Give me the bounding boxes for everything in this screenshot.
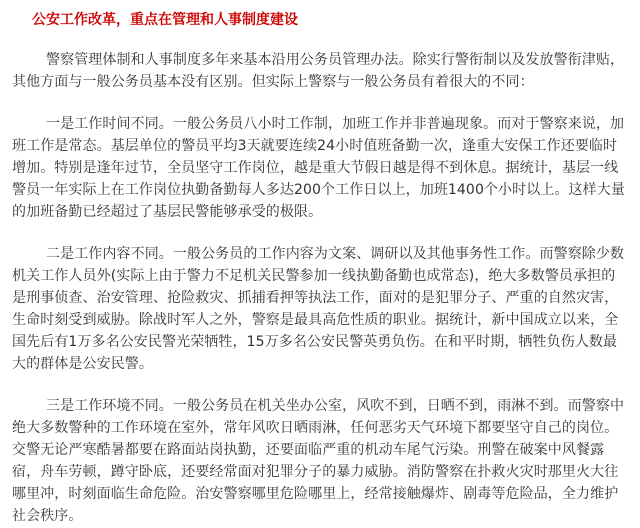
- article-title: 公安工作改革，重点在管理和人事制度建设: [32, 12, 298, 28]
- paragraph-working-hours: 一是工作时间不同。一般公务员八小时工作制，加班工作并非普遍现象。而对于警察来说，加班工作是常态。基层单位的警员平均3天就要连续24小时值班备勤一次，逢重大安保工作还要临时增加。特别是逢年过节，全员坚守工作岗位，越是重大节假日越是得不到休息。据统计，基层一线警员一年实际上在工作岗位执勤备勤每人多达200个工作日以上，加班1400个小时以上。这样大量的加班备勤已经超过了基层民警能够承受的极限。: [12, 116, 625, 220]
- paragraph-work-content: 二是工作内容不同。一般公务员的工作内容为文案、调研以及其他事务性工作。而警察除少数机关工作人员外(实际上由于警力不足机关民警参加一线执勤备勤也成常态)，绝大多数警员承担的是刑事侦查、治安管理、抢险救灾、抓捕看押等执法工作，面对的是犯罪分子、严重的自然灾害，生命时刻受到威胁。除战时军人之外，警察是最具高危性质的职业。据统计，新中国成立以来，全国先后有1万多名公安民警光荣牺牲，15万多名公安民警英勇负伤。在和平时期，牺牲负伤人数最大的群体是公安民警。: [12, 246, 625, 372]
- paragraph-intro: 警察管理体制和人事制度多年来基本沿用公务员管理办法。除实行警衔制以及发放警衔津贴，其他方面与一般公务员基本没有区别。但实际上警察与一般公务员有着很大的不同：: [12, 52, 625, 90]
- paragraph-work-environment: 三是工作环境不同。一般公务员在机关坐办公室，风吹不到，日晒不到，雨淋不到。而警察中绝大多数警种的工作环境在室外，常年风吹日晒雨淋，任何恶劣天气环境下都要坚守自己的岗位。交警无论严寒酷暑都要在路面站岗执勤，还要面临严重的机动车尾气污染。刑警在破案中风餐露宿，舟车劳顿，蹲守卧底，还要经常面对犯罪分子的暴力威胁。消防警察在扑救火灾时那里火大往哪里冲，时刻面临生命危险。治安警察哪里危险哪里上，经常接触爆炸、剧毒等危险品，全力维护社会秩序。: [12, 398, 625, 524]
- article-body: [12, 49, 628, 527]
